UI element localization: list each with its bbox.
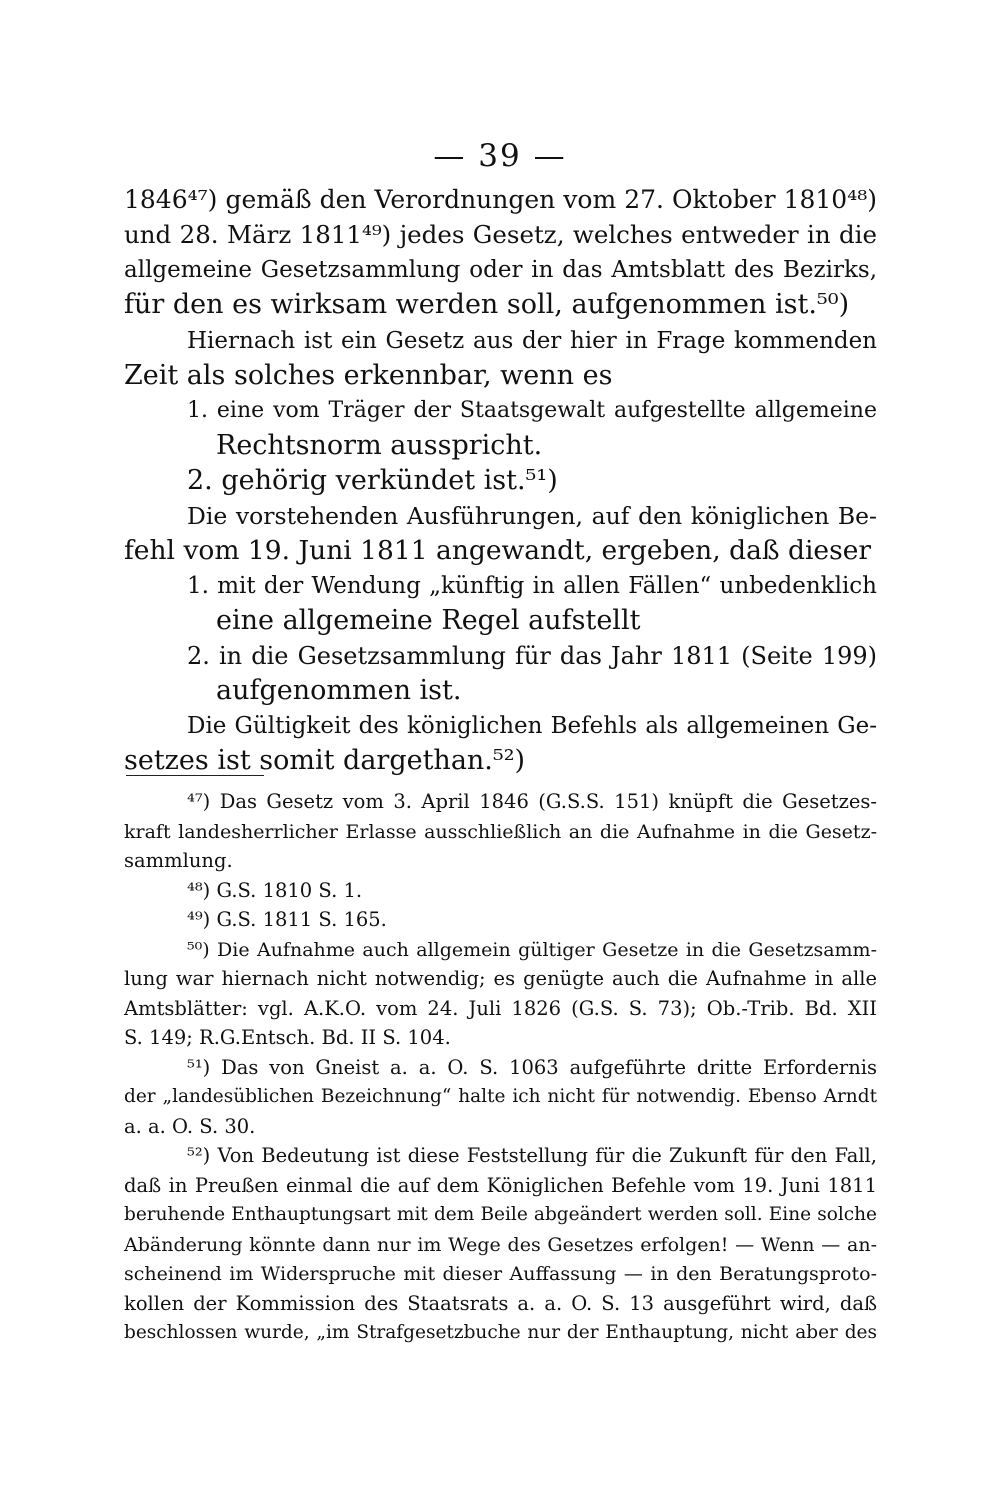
footnote-line: Abänderung könnte dann nur im Wege des Gesetzes erfolgen! — Wenn — an- (124, 1234, 877, 1256)
footnote-line: ⁵⁰) Die Aufnahme auch allgemein gültiger Gesetze in die Gesetzsamm- (187, 939, 877, 961)
list-item-line: 2. gehörig verkündet ist.⁵¹) (187, 465, 558, 496)
list-item-line: Rechtsnorm ausspricht. (216, 430, 543, 461)
body-line: Die Gültigkeit des königlichen Befehls als allgemeinen Ge- (187, 713, 877, 739)
footnote-line: beruhende Enthauptungsart mit dem Beile abgeändert werden soll. Eine solche (124, 1204, 877, 1225)
footnote-line: Amtsblätter: vgl. A.K.O. vom 24. Juli 1826 (G.S. S. 73); Ob.-Trib. Bd. XII (124, 997, 877, 1020)
body-line: fehl vom 19. Juni 1811 angewandt, ergeben, daß dieser (124, 535, 872, 566)
footnote-line: ⁴⁸) G.S. 1810 S. 1. (187, 879, 363, 902)
list-item-line: eine allgemeine Regel aufstellt (216, 605, 641, 636)
footnote-line: ⁴⁹) G.S. 1811 S. 165. (187, 908, 387, 931)
footnote-line: scheinend im Widerspruche mit dieser Auffassung — in den Beratungsproto- (124, 1263, 877, 1285)
footnote-line: ⁴⁷) Das Gesetz vom 3. April 1846 (G.S.S. 151) knüpft die Gesetzes- (187, 790, 877, 813)
body-line: allgemeine Gesetzsammlung oder in das Amtsblatt des Bezirks, (124, 257, 877, 283)
body-line: Hiernach ist ein Gesetz aus der hier in Frage kommenden (187, 328, 877, 354)
list-item-line: 2. in die Gesetzsammlung für das Jahr 1811 (Seite 199) (187, 642, 877, 670)
footnote-line: daß in Preußen einmal die auf dem Königlichen Befehle vom 19. Juni 1811 (124, 1174, 877, 1197)
body-line: 1846⁴⁷) gemäß den Verordnungen vom 27. Oktober 1810⁴⁸) (124, 185, 877, 214)
footnote-line: beschlossen wurde, „im Strafgesetzbuche nur der Enthauptung, nicht aber des (124, 1322, 877, 1343)
list-item-line: aufgenommen ist. (216, 675, 462, 706)
footnote-line: S. 149; R.G.Entsch. Bd. II S. 104. (124, 1026, 451, 1049)
footnote-line: kollen der Kommission des Staatsrats a. a. O. S. 13 ausgeführt wird, daß (124, 1292, 877, 1315)
footnote-line: ⁵²) Von Bedeutung ist diese Feststellung für die Zukunft für den Fall, (187, 1144, 877, 1167)
list-item-line: 1. mit der Wendung „künftig in allen Fällen“ unbedenklich (187, 573, 877, 599)
footnote-line: lung war hiernach nicht notwendig; es genügte auch die Aufnahme in alle (124, 967, 877, 990)
footnote-line: sammlung. (124, 849, 233, 872)
footnote-divider (126, 775, 264, 776)
footnote-line: kraft landesherrlicher Erlasse ausschließlich an die Aufnahme in die Gesetz- (124, 821, 877, 843)
body-line: Die vorstehenden Ausführungen, auf den königlichen Be- (187, 502, 877, 530)
footnote-line: a. a. O. S. 30. (124, 1115, 256, 1138)
body-line: Zeit als solches erkennbar, wenn es (124, 360, 613, 391)
body-line: setzes ist somit dargethan.⁵²) (124, 745, 526, 776)
footnote-line: ⁵¹) Das von Gneist a. a. O. S. 1063 aufgeführte dritte Erfordernis (187, 1056, 877, 1079)
list-item-line: 1. eine vom Träger der Staatsgewalt aufgestellte allgemeine (187, 398, 877, 423)
body-line: und 28. März 1811⁴⁹) jedes Gesetz, welches entweder in die (124, 220, 877, 249)
page-number: — 39 — (433, 138, 567, 174)
footnote-line: der „landesüblichen Bezeichnung“ halte ich nicht für notwendig. Ebenso Arndt (124, 1086, 877, 1107)
body-line: für den es wirksam werden soll, aufgenommen ist.⁵⁰) (124, 289, 850, 320)
